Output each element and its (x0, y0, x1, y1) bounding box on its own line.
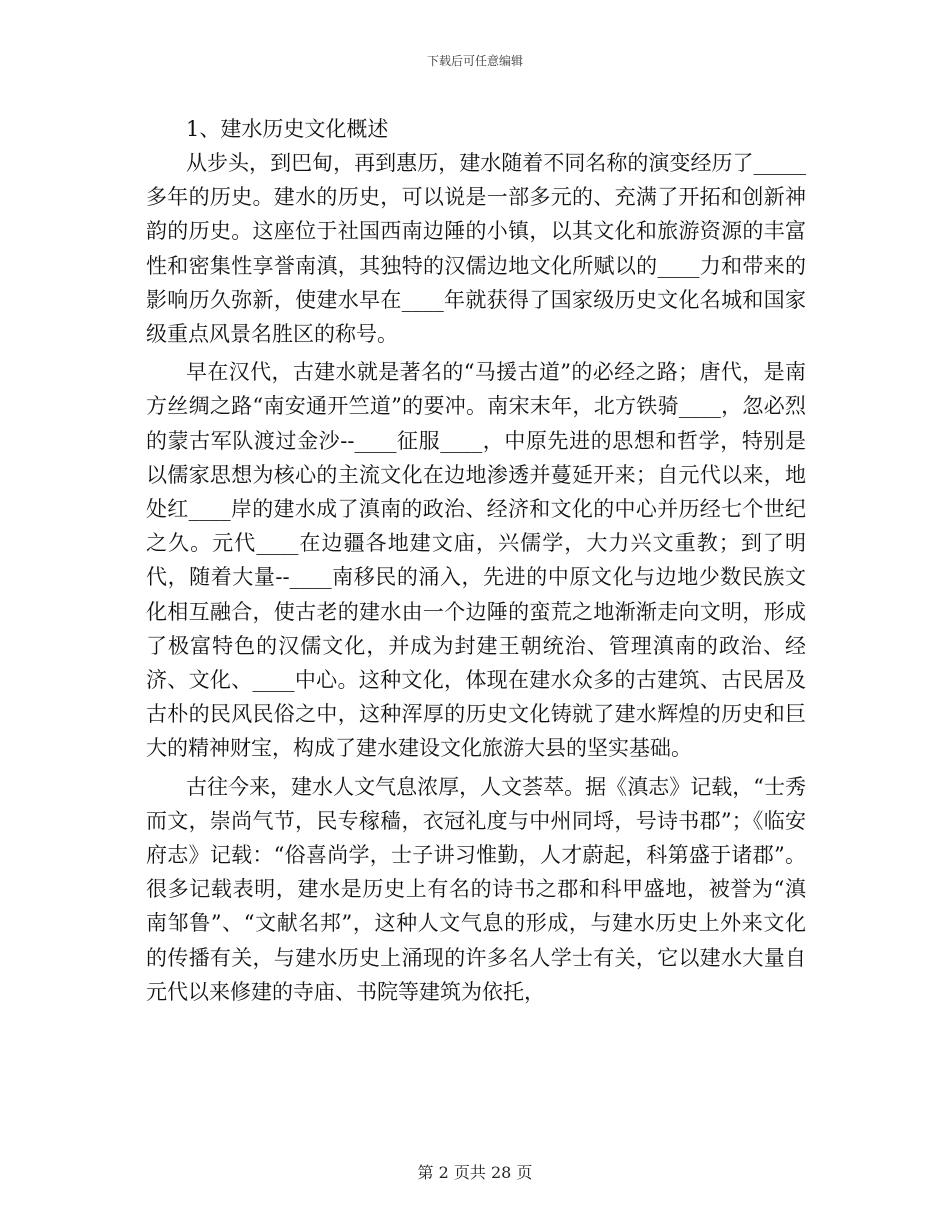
paragraph-cultural-atmosphere: 古往今来，建水人文气息浓厚，人文荟萃。据《滇志》记载，“士秀而文，崇尚气节，民专稼穑，衣冠礼度与中州同埒，号诗书郡”；《临安府志》记载：“俗喜尚学，士子讲习惟勤，人才蔚起，科第盛于诸郡”。很多记载表明，建水是历史上有名的诗书之郡和科甲盛地，被誉为“滇南邹鲁”、“文献名邦”，这种人文气息的形成，与建水历史上外来文化的传播有关，与建水历史上涌现的许多名人学士有关，它以建水大量自元代以来修建的寺庙、书院等建筑为依托， (146, 774, 806, 1004)
section-heading: 1、建水历史文化概述 (186, 117, 389, 141)
paragraph-history-overview: 从步头，到巴甸，再到惠历，建水随着不同名称的演变经历了_____多年的历史。建水的历史，可以说是一部多元的、充满了开拓和创新神韵的历史。这座位于社国西南边陲的小镇，以其文化和旅游资源的丰富性和密集性享誉南滇，其独特的汉儒边地文化所赋以的____力和带来的影响历久弥新，使建水早在____年就获得了国家级历史文化名城和国家级重点风景名胜区的称号。 (146, 151, 806, 347)
page-header-note: 下载后可任意编辑 (426, 54, 523, 68)
document-body (146, 112, 806, 1009)
paragraph-han-to-ming: 早在汉代，古建水就是著名的“马援古道”的必经之路；唐代，是南方丝绸之路“南安通开竺道”的要冲。南宋末年，北方铁骑____，忽必烈的蒙古军队渡过金沙--____征服____，中原先进的思想和哲学，特别是以儒家思想为核心的主流文化在边地渗透并蔓延开来；自元代以来，地处红____岸的建水成了滇南的政治、经济和文化的中心并历经七个世纪之久。元代____在边疆各地建文庙，兴儒学，大力兴文重教；到了明代，随着大量--____南移民的涌入，先进的中原文化与边地少数民族文化相互融合，使古老的建水由一个边陲的蛮荒之地渐渐走向文明，形成了极富特色的汉儒文化，并成为封建王朝统治、管理滇南的政治、经济、文化、____中心。这种文化，体现在建水众多的古建筑、古民居及古朴的民风民俗之中，这种浑厚的历史文化铸就了建水辉煌的历史和巨大的精神财宝，构成了建水建设文化旅游大县的坚实基础。 (146, 360, 806, 761)
page-number-footer: 第 2 页共 28 页 (417, 1163, 533, 1182)
